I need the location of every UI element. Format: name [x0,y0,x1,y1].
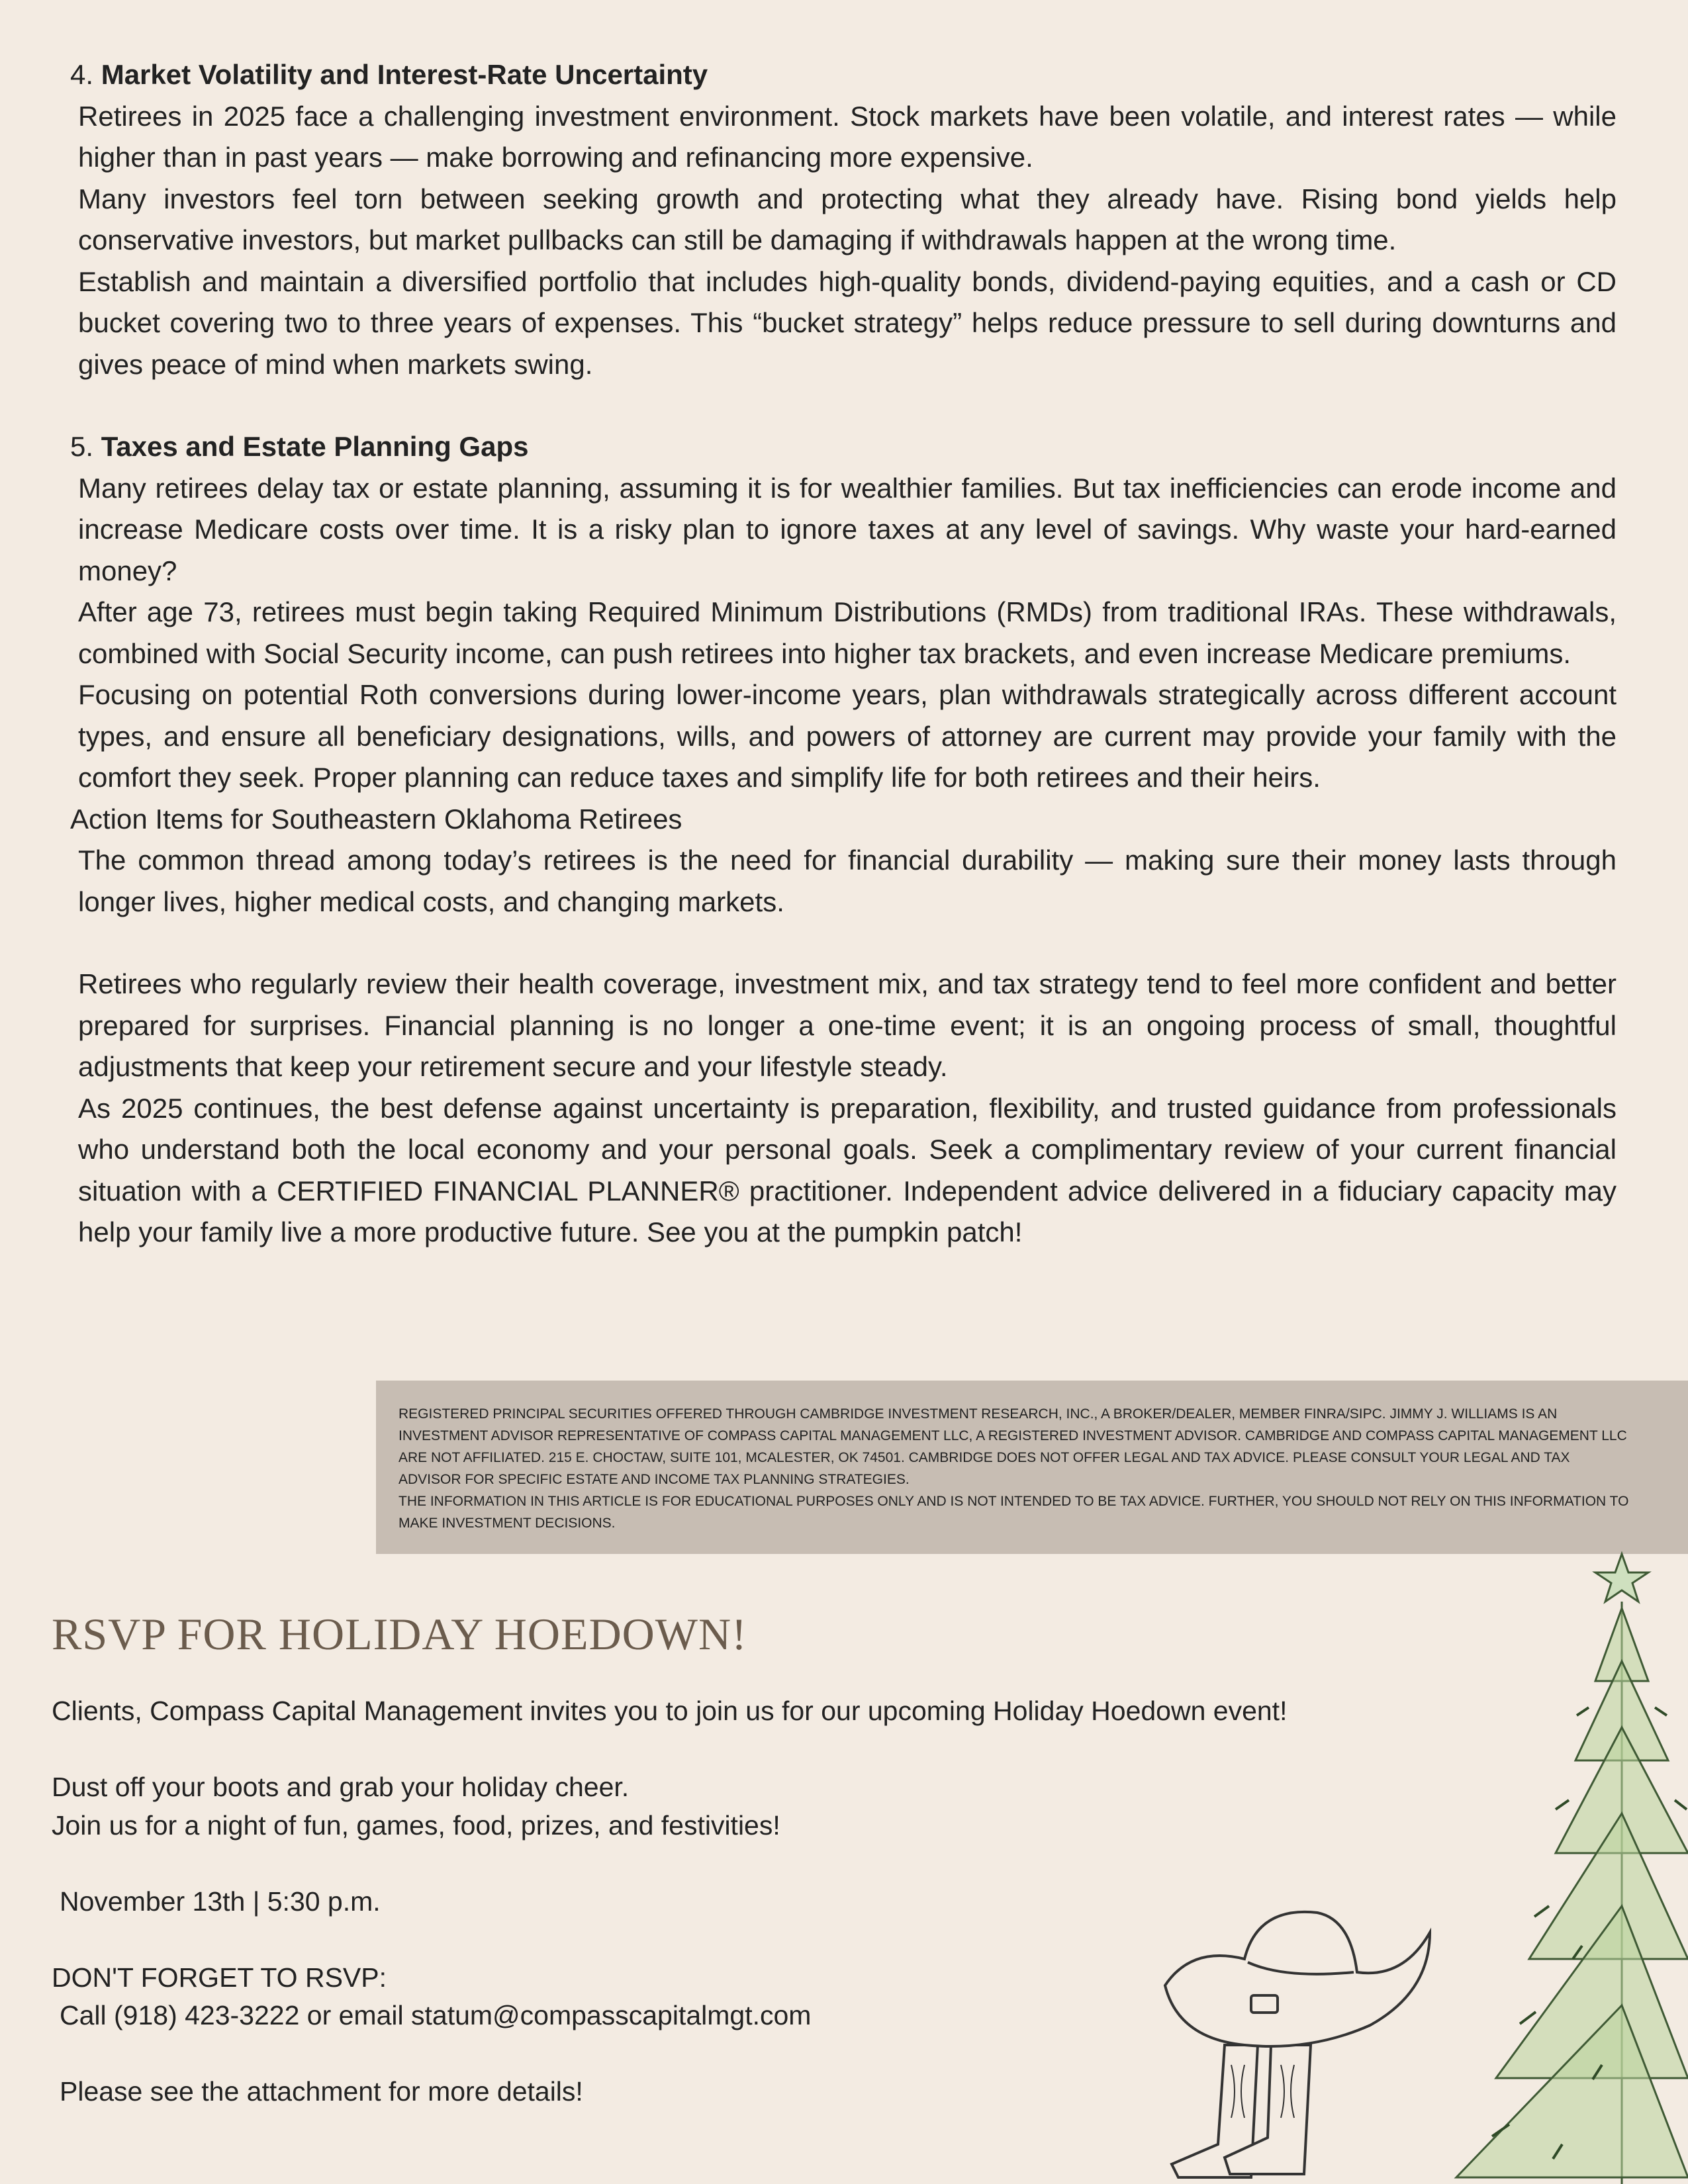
action-paragraph-1: The common thread among today’s retirees is the need for financial durability — making sure their money lasts through longer lives, higher medical costs, and changing markets. [78,844,1617,917]
section5-heading [70,426,1617,468]
section5-paragraph-1: Many retirees delay tax or estate planning, assuming it is for wealthier families. But tax inefficiencies can erode income and increase Medicare costs over time. It is a risky plan to ignore taxes at any level of savings. Why waste your hard-earned money? [78,472,1617,586]
section4-heading [70,54,1617,96]
section5-paragraph-3: Focusing on potential Roth conversions during lower-income years, plan withdrawals strategically across different account types, and ensure all beneficiary designations, wills, and powers of attorney are current may provide your family with the comfort they seek. Proper planning can reduce taxes and simplify life for both retirees and their heirs. [78,679,1617,793]
rsvp-invite: Clients, Compass Capital Management invites you to join us for our upcoming Holiday Hoedown event! [52,1696,1288,1726]
rsvp-line-2: Join us for a night of fun, games, food, prizes, and festivities! [52,1809,780,1841]
section4-number: 4. [70,59,94,90]
cowboy-hat-and-boots-icon [1152,1880,1470,2184]
action-heading: Action Items for Southeastern Oklahoma Retirees [70,803,682,835]
disclaimer-text-2: THE INFORMATION IN THIS ARTICLE IS FOR EDUCATIONAL PURPOSES ONLY AND IS NOT INTENDED TO BE TAX ADVICE. FURTHER, YOU SHOULD NOT RELY ON THIS INFORMATION TO MAKE INVESTMENT DECISIONS. [399,1494,1629,1531]
rsvp-contact: Call (918) 423-3222 or email statum@compasscapitalmgt.com [60,2000,812,2030]
section4-paragraph-2: Many investors feel torn between seeking growth and protecting what they already have. Rising bond yields help conservative investors, but market pullbacks can still be damaging if withdrawals happen at the wrong time. [78,183,1617,255]
rsvp-reminder: DON'T FORGET TO RSVP: [52,1962,387,1993]
action-paragraph-3: As 2025 continues, the best defense against uncertainty is preparation, flexibility, and trusted guidance from professionals who understand both the local economy and your personal goals. Seek a complimentary review of your current financial situation with a CERTIFIED FINANCIAL PLANNER® practitioner. Independent advice delivered in a fiduciary capacity may help your family live a more productive future. See you at the pumpkin patch! [78,1092,1617,1248]
section5-title: Taxes and Estate Planning Gaps [101,431,529,462]
rsvp-section [52,1692,1309,2111]
rsvp-line-1: Dust off your boots and grab your holiday cheer. [52,1772,630,1802]
section5-number: 5. [70,431,94,462]
disclaimer-box [376,1381,1688,1554]
rsvp-details: Please see the attachment for more details! [60,2076,583,2107]
section4-paragraph-1: Retirees in 2025 face a challenging investment environment. Stock markets have been volatile, and interest rates — while higher than in past years — make borrowing and refinancing more expensive. [78,100,1617,173]
rsvp-title: RSVP FOR HOLIDAY HOEDOWN! [52,1609,747,1659]
article-body [70,54,1617,1253]
action-paragraph-2: Retirees who regularly review their health coverage, investment mix, and tax strategy tend to feel more confident and better prepared for surprises. Financial planning is no longer a one-time event; it is an ongoing process of small, thoughtful adjustments that keep your retirement secure and your lifestyle steady. [78,968,1617,1082]
section5-paragraph-2: After age 73, retirees must begin taking Required Minimum Distributions (RMDs) from traditional IRAs. These withdrawals, combined with Social Security income, can push retirees into higher tax brackets, and even increase Medicare premiums. [78,596,1617,669]
disclaimer-text-1: REGISTERED PRINCIPAL SECURITIES OFFERED THROUGH CAMBRIDGE INVESTMENT RESEARCH, INC., A BROKER/DEALER, MEMBER FINRA/SIPC. JIMMY J. WILLIAMS IS AN INVESTMENT ADVISOR REPRESENTATIVE OF COMPASS CAPITAL MANAGEMENT LLC, A REGISTERED INVESTMENT ADVISOR. CAMBRIDGE AND COMPASS CAPITAL MANAGEMENT LLC ARE NOT AFFILIATED. 215 E. CHOCTAW, SUITE 101, MCALESTER, OK 74501. CAMBRIDGE DOES NOT OFFER LEGAL AND TAX ADVICE. PLEASE CONSULT YOUR LEGAL AND TAX ADVISOR FOR SPECIFIC ESTATE AND INCOME TAX PLANNING STRATEGIES. [399,1406,1627,1487]
rsvp-date: November 13th | 5:30 p.m. [60,1886,381,1917]
section4-title: Market Volatility and Interest-Rate Uncertainty [101,59,708,90]
section4-paragraph-3: Establish and maintain a diversified portfolio that includes high-quality bonds, dividend-paying equities, and a cash or CD bucket covering two to three years of expenses. This “bucket strategy” helps reduce pressure to sell during downturns and gives peace of mind when markets swing. [78,265,1617,380]
